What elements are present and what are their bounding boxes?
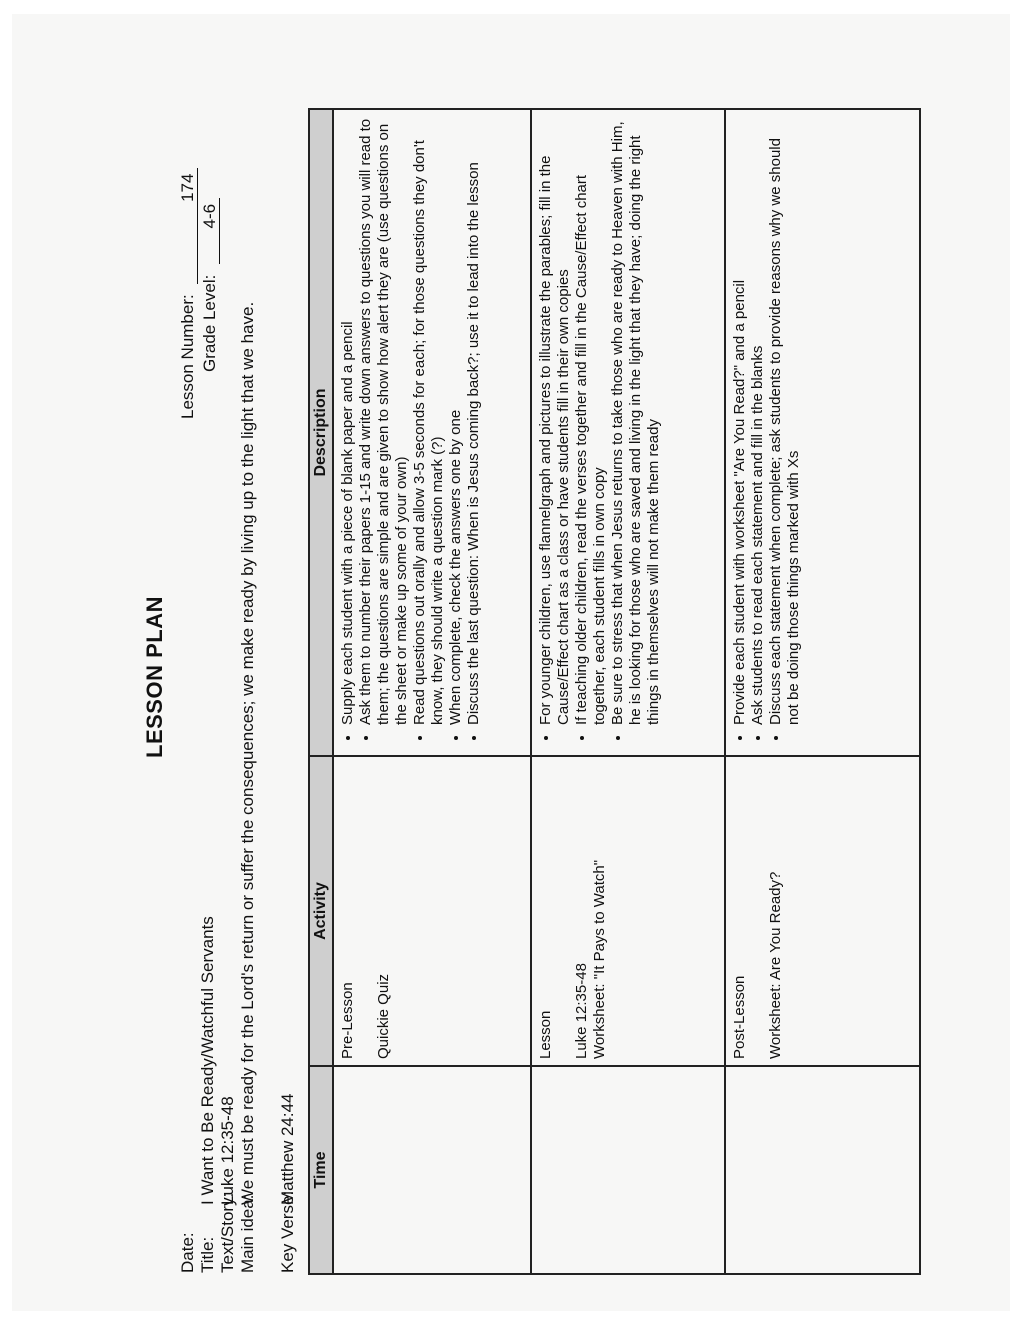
description-header: Description [309,109,333,756]
rotated-document [142,77,932,1277]
page-title: LESSON PLAN [142,596,167,758]
activity-cell [333,756,531,1066]
main-idea-value: We must be ready for the Lord's return or suffer the consequences; we make ready by living up to the light that we have. [238,301,257,1205]
activity-line: Worksheet: Are You Ready? [767,871,784,1059]
key-verse-value: Matthew 24:44 [278,1093,297,1205]
activity-header: Activity [309,756,333,1066]
activity-line: Luke 12:35-48 [573,963,590,1059]
date-label: Date: [178,1232,197,1273]
lesson-table [308,108,921,1275]
list-item: • Provide each student with worksheet "Are You Read?" and a pencil [731,116,749,725]
list-item: • When complete, check the answers one by one [447,116,465,725]
activity-line: Pre-Lesson [339,982,356,1059]
title-value: I Want to Be Ready/Watchful Servants [198,916,217,1205]
list-item: • If teaching older children, read the verses together and fill in the Cause/Effect chart together, each student fills in own copy [573,116,609,725]
description-cell [333,109,531,756]
activity-line: Quickie Quiz [375,973,392,1059]
activity-line [555,763,573,1059]
activity-line [749,763,767,1059]
list-item: • Ask them to number their papers 1-15 and write down answers to questions you will read to them; the questions are simple and are given to show how alert they are (use questions on the sheet or make up some of your own) [357,116,411,725]
title-label: Title: [198,1236,217,1273]
table-row [333,109,531,1274]
grade-level-label: Grade Level: [200,274,219,372]
time-cell [531,1066,725,1274]
list-item: • For younger children, use flannelgraph and pictures to illustrate the parables; fill in the Cause/Effect chart as a class or have students fill in their own copies [537,116,573,725]
lesson-number-value: 174 [179,168,198,284]
activity-cell [531,756,725,1066]
time-cell [333,1066,531,1274]
activity-line [357,763,375,1059]
key-verse-label: Key Verse: [278,1190,297,1273]
lesson-number-row [178,168,198,419]
list-item: • Read questions out orally and allow 3-5 seconds for each; for those questions they don't know, they should write a question mark (?) [411,116,447,725]
list-item: • Ask students to read each statement and fill in the blanks [749,116,767,725]
table-header-row [309,109,333,1274]
time-cell [725,1066,920,1274]
list-item: • Be sure to stress that when Jesus returns to take those who are ready to Heaven with Him, he is looking for those who are saved and living in the light that they have; doing the right things in themselves will not make them ready [609,116,663,725]
main-idea-label: Main idea: [238,1194,257,1273]
time-header: Time [309,1066,333,1274]
text-story-label: Text/Story: [218,1192,237,1273]
list-item: • Discuss the last question: When is Jesus coming back?; use it to lead into the lesson [465,116,483,725]
table-row [531,109,725,1274]
activity-line: Post-Lesson [731,975,748,1059]
table-row [725,109,920,1274]
description-cell [531,109,725,756]
list-item: • Discuss each statement when complete; ask students to provide reasons why we should not be doing those things marked with Xs [767,116,803,725]
description-cell [725,109,920,756]
scanned-page [12,14,1010,1311]
activity-line: Worksheet: "It Pays to Watch" [591,859,608,1059]
grade-level-row [200,198,220,372]
list-item: • Supply each student with a piece of blank paper and a pencil [339,116,357,725]
grade-level-value: 4-6 [201,198,220,264]
text-story-value: Luke 12:35-48 [218,1096,237,1205]
activity-cell [725,756,920,1066]
lesson-number-label: Lesson Number: [178,294,197,419]
activity-line: Lesson [537,1010,554,1059]
